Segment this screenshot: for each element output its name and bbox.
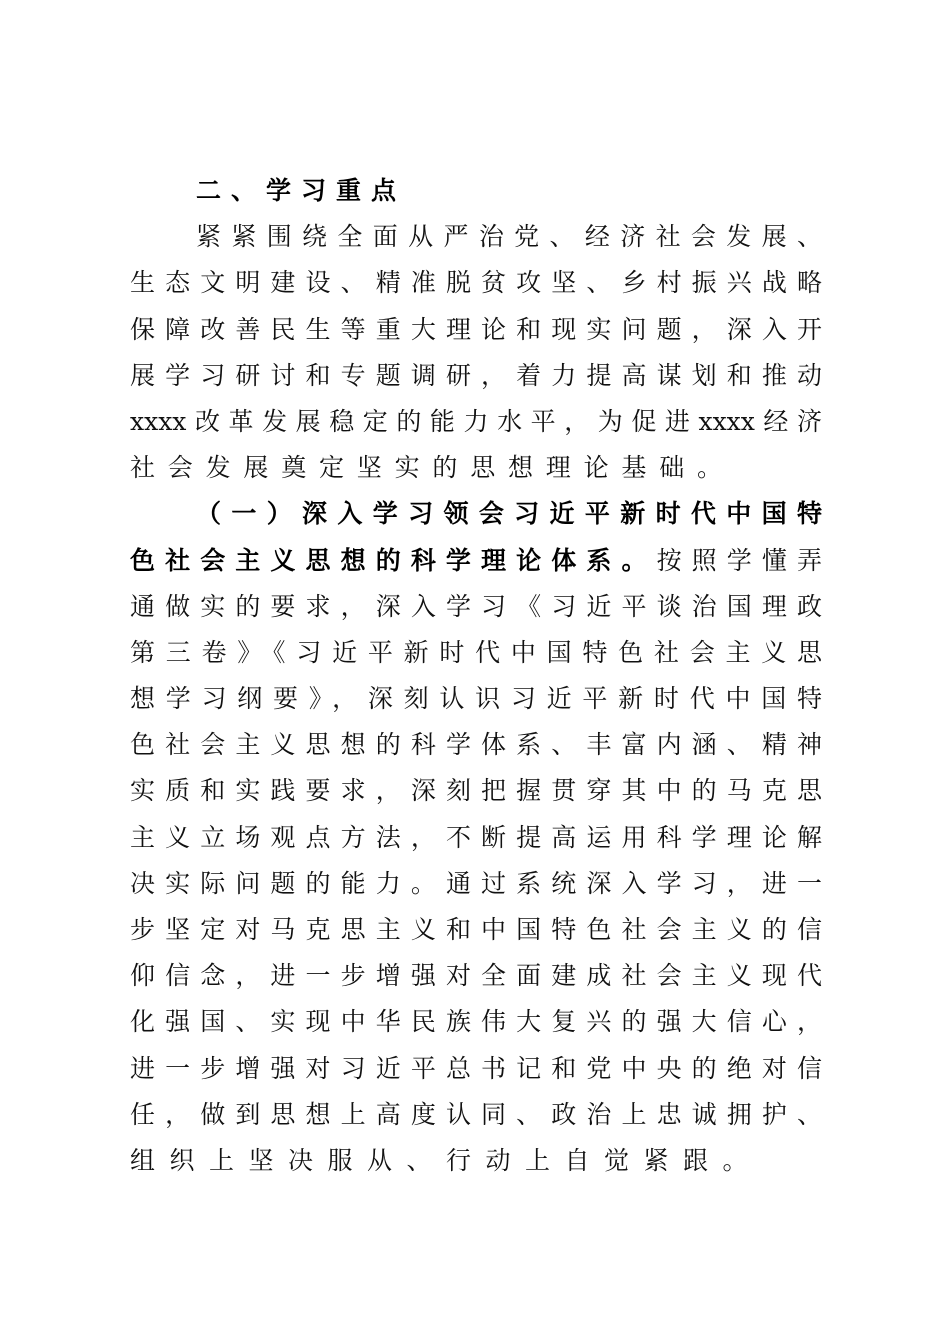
paragraph-line: 展学习研讨和专题调研，着力提高谋划和推动 [130,360,822,390]
paragraph-line: 主义立场观点方法，不断提高运用科学理论解 [130,822,822,852]
paragraph-line: 保障改善民生等重大理论和现实问题，深入开 [130,314,822,344]
paragraph-line: 社会发展奠定坚实的思想理论基础。 [130,453,735,483]
paragraph-line-mixed [130,538,822,584]
paragraph-line: 组织上坚决服从、行动上自觉紧跟。 [130,1145,763,1175]
paragraph-line: 决实际问题的能力。通过系统深入学习，进一 [130,868,822,898]
paragraph-line: xxxx改革发展稳定的能力水平，为促进xxxx经济 [130,406,822,436]
section-heading: 二、学习重点 [196,176,407,205]
subsection-title-end: 色社会主义思想的科学理论体系。 [130,545,657,575]
paragraph-line: 生态文明建设、精准脱贫攻坚、乡村振兴战略 [130,268,822,298]
subsection-title-line: （一）深入学习领会习近平新时代中国特 [196,499,822,529]
paragraph-line: 想学习纲要》，深刻认识习近平新时代中国特 [130,684,822,714]
document-body [130,168,822,1184]
paragraph-line: 色社会主义思想的科学体系、丰富内涵、精神 [130,730,822,760]
paragraph-line: 步坚定对马克思主义和中国特色社会主义的信 [130,915,822,944]
paragraph-line: 仰信念，进一步增强对全面建成社会主义现代 [130,961,822,991]
paragraph-text: 按照学懂弄 [656,545,822,575]
paragraph-line: 第三卷》《习近平新时代中国特色社会主义思 [130,637,822,667]
paragraph-line: 通做实的要求，深入学习《习近平谈治国理政 [130,591,822,621]
paragraph-line: 进一步增强对习近平总书记和党中央的绝对信 [130,1053,822,1083]
paragraph-line: 紧紧围绕全面从严治党、经济社会发展、 [196,222,822,252]
paragraph-line: 化强国、实现中华民族伟大复兴的强大信心， [130,1007,822,1037]
paragraph-line: 任，做到思想上高度认同、政治上忠诚拥护、 [130,1099,822,1129]
paragraph-line: 实质和实践要求，深刻把握贯穿其中的马克思 [130,776,822,806]
